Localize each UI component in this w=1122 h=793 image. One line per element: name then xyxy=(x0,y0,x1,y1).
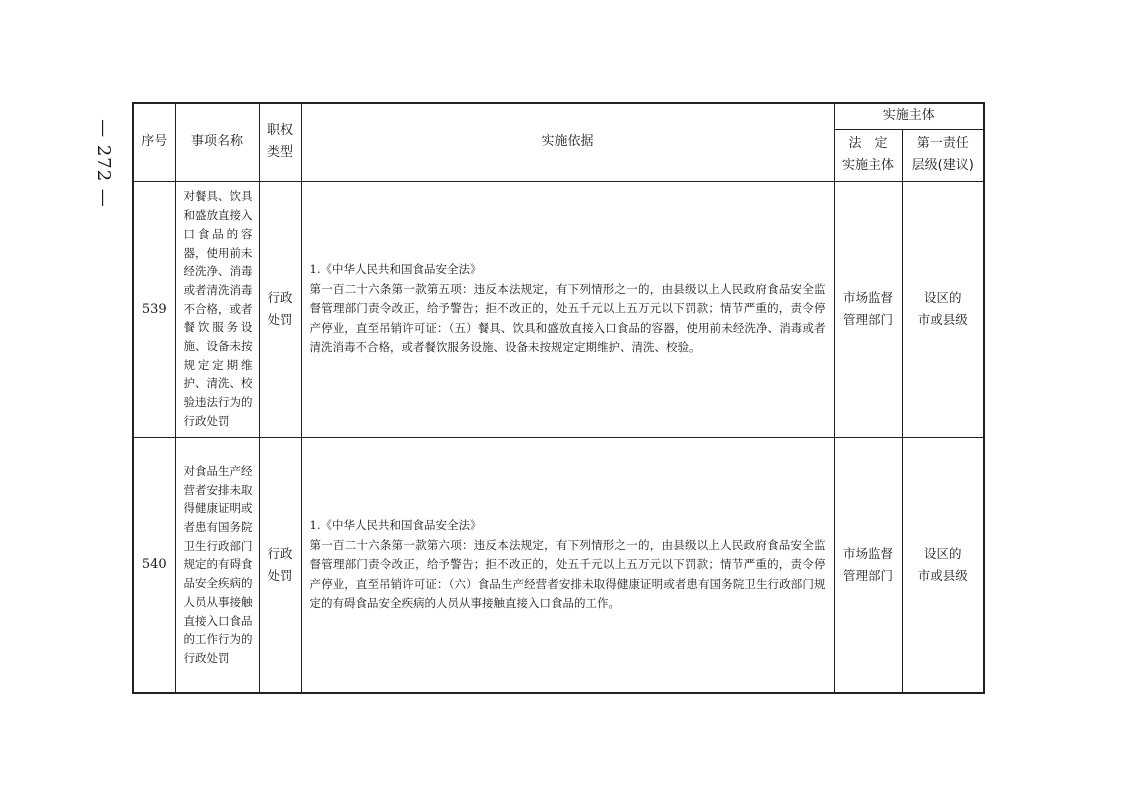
row-legal-line2: 管理部门 xyxy=(842,312,893,327)
row-authority-type xyxy=(259,437,301,693)
page-number xyxy=(92,118,114,208)
enforcement-table xyxy=(132,102,985,694)
header-first-resp-line2: 层级(建议) xyxy=(911,158,974,173)
row-resp-line1: 设区的 xyxy=(924,290,962,305)
row-seq: 539 xyxy=(133,181,175,437)
header-type xyxy=(259,103,301,181)
page-number-text: — 272 — xyxy=(92,118,114,208)
header-first-responsibility xyxy=(902,129,984,181)
row-legal-subject xyxy=(834,437,902,693)
row-type-line1: 行政 xyxy=(267,290,293,305)
header-type-line1: 职权 xyxy=(266,123,293,139)
header-subject-group: 实施主体 xyxy=(834,103,984,129)
table-row xyxy=(133,437,984,693)
table-row xyxy=(133,181,984,437)
row-first-responsibility xyxy=(902,437,984,693)
row-first-responsibility xyxy=(902,181,984,437)
row-item-name: 对餐具、饮具和盛放直接入口食品的容器，使用前未经洗净、消毒或者清洗消毒不合格，或者餐饮服务设施、设备未按规定定期维护、清洗、校验违法行为的行政处罚 xyxy=(175,181,259,437)
row-legal-line2: 管理部门 xyxy=(842,567,893,583)
header-legal-line2: 实施主体 xyxy=(841,158,894,173)
header-legal-subject xyxy=(834,129,902,181)
row-legal-basis xyxy=(301,437,834,693)
row-legal-line1: 市场监督 xyxy=(842,290,893,305)
row-legal-line1: 市场监督 xyxy=(842,545,893,561)
row-resp-line2: 市或县级 xyxy=(917,567,968,583)
header-basis: 实施依据 xyxy=(301,103,834,181)
header-seq: 序号 xyxy=(133,103,175,181)
header-type-line2: 类型 xyxy=(266,145,293,161)
row-legal-basis xyxy=(301,181,834,437)
row-authority-type xyxy=(259,181,301,437)
header-first-resp-line1: 第一责任 xyxy=(916,136,969,151)
row-item-name: 对食品生产经营者安排未取得健康证明或者患有国务院卫生行政部门规定的有碍食品安全疾病的人员从事接触直接入口食品的工作行为的行政处罚 xyxy=(175,437,259,693)
row-basis-text: 1.《中华人民共和国食品安全法》 第一百二十六条第一款第五项：违反本法规定，有下列情形之一的，由县级以上人民政府食品安全监督管理部门责令改正，给予警告；拒不改正的，处五千元以上五万元以下罚款；情节严重的，责令停产停业，直至吊销许可证：（五）餐具、饮具和盛放直接入口食品的容器，使用前未经洗净、消毒或者清洗消毒不合格，或者餐饮服务设施、设备未按规定定期维护、清洗、校验。 xyxy=(309,262,826,355)
row-type-line1: 行政 xyxy=(267,545,293,561)
header-row-top xyxy=(133,103,984,129)
header-name: 事项名称 xyxy=(175,103,259,181)
row-legal-subject xyxy=(834,181,902,437)
row-basis-text: 1.《中华人民共和国食品安全法》 第一百二十六条第一款第六项：违反本法规定，有下列情形之一的，由县级以上人民政府食品安全监督管理部门责令改正，给予警告；拒不改正的，处五千元以上五万元以下罚款；情节严重的，责令停产停业，直至吊销许可证：（六）食品生产经营者安排未取得健康证明或者患有国务院卫生行政部门规定的有碍食品安全疾病的人员从事接触直接入口食品的工作。 xyxy=(309,518,826,610)
header-legal-line1: 法 定 xyxy=(848,136,888,151)
row-type-line2: 处罚 xyxy=(267,312,293,327)
row-seq: 540 xyxy=(133,437,175,693)
row-resp-line2: 市或县级 xyxy=(917,312,968,327)
row-resp-line1: 设区的 xyxy=(924,545,962,561)
row-type-line2: 处罚 xyxy=(267,567,293,583)
